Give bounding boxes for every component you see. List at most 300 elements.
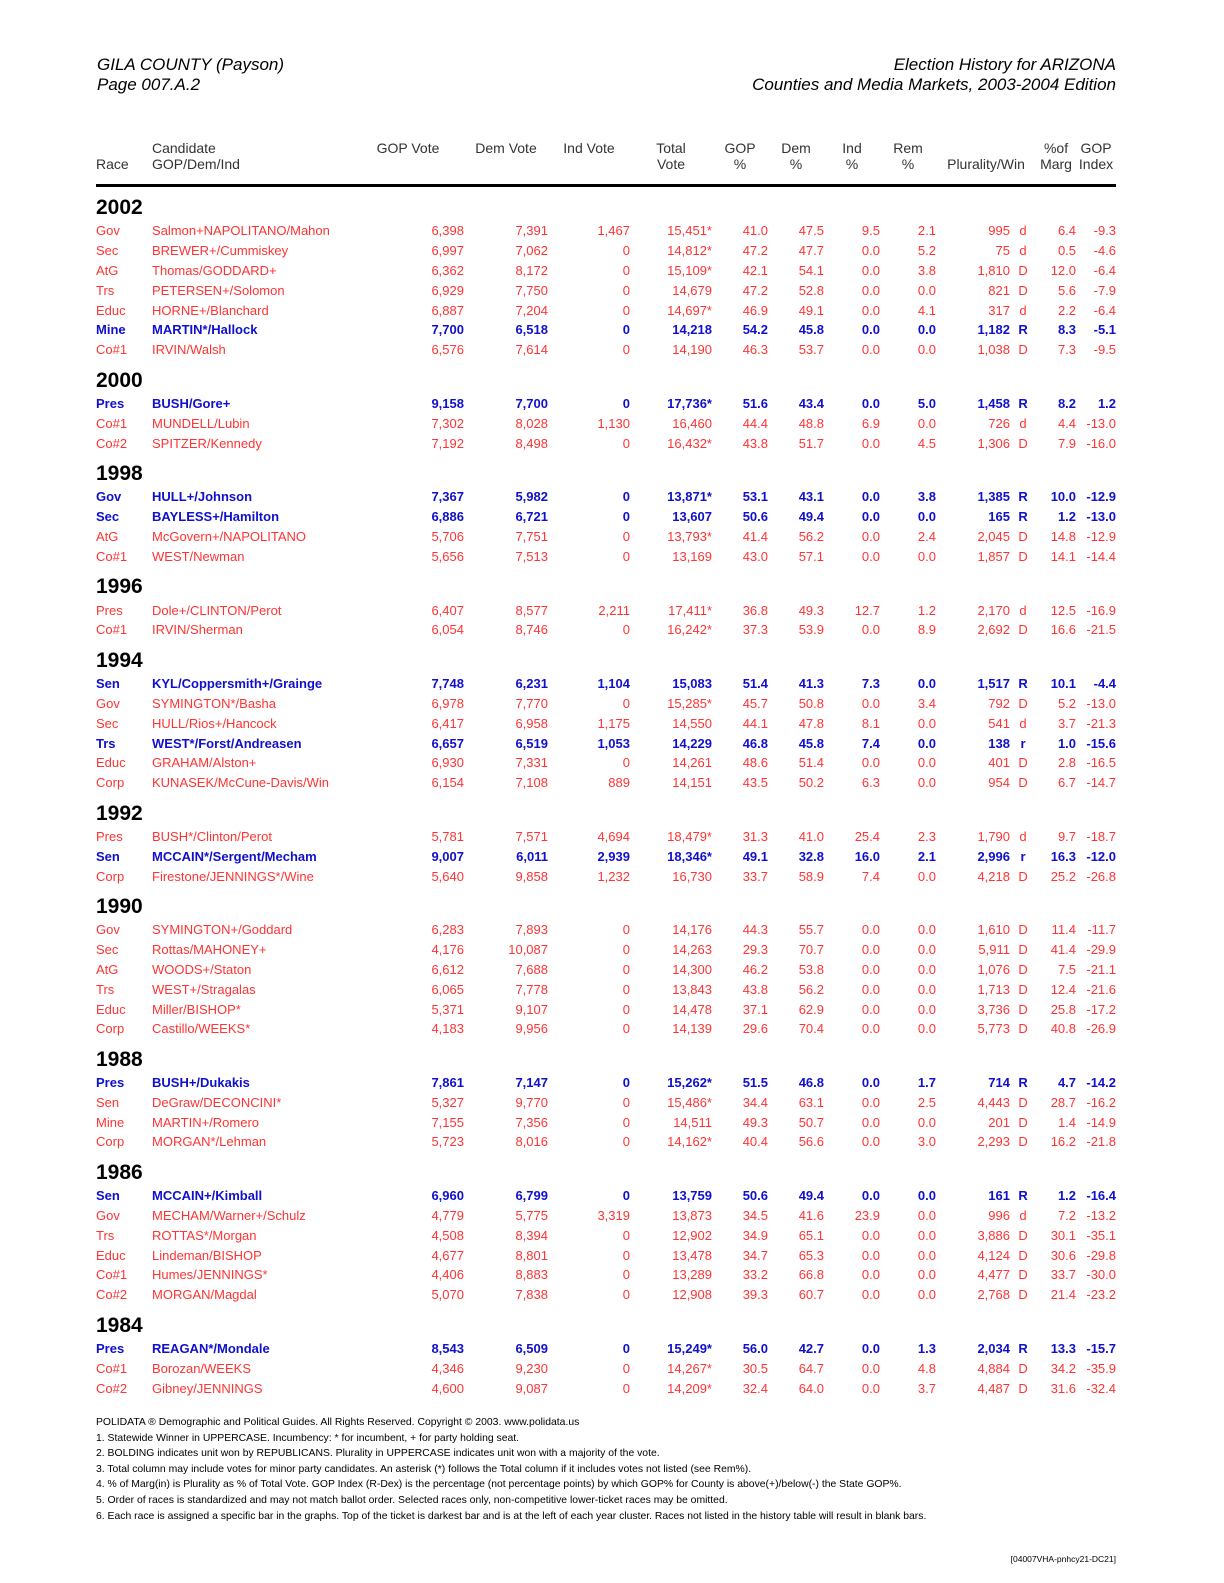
- cell-dp: 41.0: [798, 828, 824, 844]
- cell-ind: 0: [622, 1227, 630, 1243]
- cell-ind: 1,053: [597, 735, 630, 751]
- cell-dp: 48.8: [798, 415, 824, 431]
- cell-race: Pres: [96, 1075, 125, 1091]
- cell-total: 14,511: [673, 1114, 712, 1130]
- cell-wc: R: [1018, 1341, 1028, 1357]
- cell-gp: 43.8: [742, 435, 768, 451]
- cell-gp: 56.0: [742, 1341, 768, 1357]
- cell-total: 16,242*: [667, 622, 712, 638]
- cell-dp: 49.4: [798, 1188, 824, 1204]
- year-row: [96, 886, 1116, 920]
- cell-race: Co#1: [96, 548, 128, 564]
- cell-gop: 6,929: [431, 282, 464, 298]
- year-row: [96, 1305, 1116, 1339]
- cell-gp: 43.8: [742, 981, 768, 997]
- cell-marg: 25.2: [1050, 868, 1077, 884]
- cell-dp: 41.3: [798, 676, 824, 692]
- cell-race: AtG: [96, 961, 119, 977]
- cell-cand: MECHAM/Warner+/Schulz: [152, 1208, 306, 1224]
- cell-rp: 8.9: [917, 622, 936, 638]
- cell-cand: McGovern+/NAPOLITANO: [152, 528, 306, 544]
- cell-gop: 6,576: [431, 342, 464, 358]
- cell-gp: 54.2: [742, 322, 768, 338]
- cell-plur: 1,857: [977, 548, 1010, 564]
- cell-ind: 1,130: [597, 415, 630, 431]
- cell-wc: D: [1018, 1360, 1028, 1376]
- cell-cand: HULL+/Johnson: [152, 489, 253, 505]
- cell-ind: 0: [622, 528, 630, 544]
- cell-dp: 54.1: [798, 262, 824, 278]
- cell-dem: 7,571: [515, 828, 548, 844]
- cell-total: 15,285*: [667, 695, 712, 711]
- year-label: 2002: [96, 196, 143, 219]
- cell-dem: 9,858: [515, 868, 548, 884]
- cell-marg: 2.8: [1057, 755, 1077, 771]
- col-gop-pct: GOP %: [712, 140, 768, 186]
- cell-idx: -9.3: [1093, 223, 1117, 239]
- cell-dem: 7,108: [515, 775, 548, 791]
- col-dem-pct: Dem %: [768, 140, 824, 186]
- cell-total: 15,451*: [667, 223, 712, 239]
- cell-dem: 7,700: [515, 395, 548, 411]
- table-row: [96, 413, 1116, 433]
- year-row: [96, 793, 1116, 827]
- election-history-table: [96, 140, 1116, 1398]
- cell-idx: -13.0: [1086, 509, 1117, 525]
- cell-ind: 0: [622, 1021, 630, 1037]
- cell-total: 14,263: [672, 942, 712, 958]
- cell-plur: 165: [988, 509, 1010, 525]
- table-row: [96, 1073, 1116, 1093]
- cell-dp: 63.1: [798, 1094, 824, 1110]
- cell-rp: 0.0: [917, 1227, 936, 1243]
- table-row: [96, 1285, 1116, 1305]
- year-label: 1994: [96, 648, 143, 672]
- cell-ip: 0.0: [861, 243, 880, 259]
- cell-dp: 53.9: [798, 622, 824, 638]
- cell-dp: 65.3: [798, 1247, 824, 1263]
- document-title: Election History for ARIZONA: [893, 55, 1116, 74]
- cell-gop: 6,417: [431, 715, 464, 731]
- cell-cand: WOODS+/Staton: [152, 961, 252, 977]
- cell-ip: 16.0: [854, 848, 880, 864]
- cell-dem: 9,087: [515, 1380, 548, 1396]
- table-row: [96, 1093, 1116, 1113]
- cell-marg: 40.8: [1050, 1021, 1077, 1037]
- cell-plur: 1,458: [977, 395, 1010, 411]
- cell-total: 13,871*: [667, 489, 712, 505]
- cell-rp: 0.0: [917, 548, 936, 564]
- cell-dp: 56.6: [798, 1134, 824, 1150]
- table-row: [96, 300, 1116, 320]
- cell-idx: -11.7: [1087, 922, 1117, 938]
- cell-idx: -30.0: [1086, 1267, 1117, 1283]
- cell-gop: 5,781: [431, 828, 464, 844]
- cell-rp: 0.0: [917, 961, 936, 977]
- cell-wc: R: [1018, 509, 1028, 525]
- cell-gp: 53.1: [742, 489, 768, 505]
- cell-wc: R: [1018, 489, 1028, 505]
- cell-gp: 44.1: [742, 715, 768, 731]
- cell-gop: 6,154: [431, 775, 464, 791]
- cell-dp: 58.9: [798, 868, 824, 884]
- table-row: [96, 241, 1116, 261]
- cell-cand: WEST/Newman: [152, 548, 245, 564]
- cell-wc: r: [1020, 848, 1026, 864]
- cell-wc: D: [1018, 1114, 1028, 1130]
- cell-marg: 6.7: [1057, 775, 1077, 791]
- cell-cand: GRAHAM/Alston+: [152, 755, 257, 771]
- cell-gop: 7,861: [431, 1075, 464, 1091]
- cell-cand: Lindeman/BISHOP: [152, 1247, 262, 1263]
- cell-ind: 0: [622, 1075, 630, 1091]
- cell-total: 13,289: [672, 1267, 712, 1283]
- cell-dp: 62.9: [798, 1001, 824, 1017]
- cell-gop: 5,070: [431, 1287, 464, 1303]
- table-row: [96, 600, 1116, 620]
- cell-total: 14,151: [672, 775, 712, 791]
- cell-marg: 7.2: [1057, 1208, 1077, 1224]
- cell-dem: 7,770: [515, 695, 548, 711]
- cell-gp: 44.4: [742, 415, 768, 431]
- cell-idx: -29.9: [1086, 942, 1117, 958]
- cell-marg: 1.2: [1057, 1188, 1077, 1204]
- table-row: [96, 920, 1116, 940]
- cell-cand: Dole+/CLINTON/Perot: [152, 602, 282, 618]
- year-row: [96, 360, 1116, 394]
- county-title: GILA COUNTY (Payson): [97, 55, 285, 74]
- cell-plur: 2,293: [977, 1134, 1010, 1150]
- cell-ip: 0.0: [861, 342, 880, 358]
- cell-total: 15,486*: [667, 1094, 712, 1110]
- cell-dp: 49.1: [798, 302, 824, 318]
- cell-total: 17,736*: [667, 395, 712, 411]
- cell-total: 14,139: [672, 1021, 712, 1037]
- cell-gop: 6,887: [431, 302, 464, 318]
- cell-plur: 4,443: [977, 1094, 1010, 1110]
- cell-marg: 10.0: [1050, 489, 1077, 505]
- cell-ip: 0.0: [861, 755, 880, 771]
- footnote-line: 5. Order of races is standardized and may not match ballot order. Selected races only, non-competitive lower-ticket races may be omitted.: [96, 1494, 728, 1506]
- cell-ip: 0.0: [861, 1188, 880, 1204]
- cell-total: 14,176: [672, 922, 712, 938]
- cell-marg: 25.8: [1050, 1001, 1077, 1017]
- cell-gp: 30.5: [742, 1360, 768, 1376]
- cell-gp: 46.2: [742, 961, 768, 977]
- table-row: [96, 1265, 1116, 1285]
- cell-dp: 64.0: [798, 1380, 824, 1396]
- cell-wc: D: [1018, 1227, 1028, 1243]
- cell-dem: 7,778: [515, 981, 548, 997]
- cell-gp: 51.5: [742, 1075, 768, 1091]
- year-row: [96, 566, 1116, 600]
- cell-rp: 0.0: [917, 715, 936, 731]
- year-label: 1996: [96, 575, 143, 599]
- cell-wc: d: [1019, 715, 1027, 731]
- cell-wc: R: [1018, 395, 1028, 411]
- cell-gp: 49.1: [742, 848, 768, 864]
- cell-gop: 6,054: [431, 622, 464, 638]
- cell-gp: 51.4: [742, 676, 768, 692]
- cell-gp: 37.3: [742, 622, 768, 638]
- cell-plur: 954: [988, 775, 1010, 791]
- cell-ip: 0.0: [861, 1001, 880, 1017]
- cell-race: Educ: [96, 755, 126, 771]
- cell-wc: D: [1018, 755, 1028, 771]
- cell-race: Educ: [96, 1001, 126, 1017]
- cell-rp: 0.0: [917, 415, 936, 431]
- cell-idx: -16.9: [1086, 602, 1117, 618]
- cell-rp: 1.2: [917, 602, 936, 618]
- cell-plur: 1,810: [977, 262, 1010, 278]
- cell-dp: 53.7: [798, 342, 824, 358]
- cell-dem: 7,204: [515, 302, 548, 318]
- cell-ip: 0.0: [861, 922, 880, 938]
- cell-dp: 60.7: [798, 1287, 824, 1303]
- cell-idx: -14.9: [1086, 1114, 1117, 1130]
- cell-rp: 3.7: [917, 1380, 936, 1396]
- cell-ip: 0.0: [861, 1247, 880, 1263]
- cell-dp: 70.4: [798, 1021, 824, 1037]
- cell-plur: 1,610: [977, 922, 1010, 938]
- cell-race: AtG: [96, 528, 119, 544]
- cell-gp: 45.7: [742, 695, 768, 711]
- cell-dem: 9,230: [515, 1360, 548, 1376]
- cell-idx: -6.4: [1093, 262, 1117, 278]
- table-row: [96, 340, 1116, 360]
- cell-cand: MUNDELL/Lubin: [152, 415, 250, 431]
- cell-cand: DeGraw/DECONCINI*: [152, 1094, 282, 1110]
- cell-dem: 6,958: [515, 715, 548, 731]
- cell-idx: -4.4: [1093, 676, 1117, 692]
- year-label: 1984: [96, 1313, 143, 1337]
- cell-plur: 1,713: [977, 981, 1010, 997]
- cell-wc: D: [1018, 622, 1028, 638]
- cell-rp: 0.0: [917, 1247, 936, 1263]
- cell-ind: 0: [622, 322, 630, 338]
- cell-ind: 4,694: [597, 828, 630, 844]
- cell-rp: 3.4: [917, 695, 936, 711]
- cell-gp: 33.7: [742, 868, 768, 884]
- cell-ip: 0.0: [861, 489, 880, 505]
- cell-plur: 138: [988, 735, 1010, 751]
- cell-wc: D: [1018, 1094, 1028, 1110]
- table-row: [96, 674, 1116, 694]
- year-label: 1992: [96, 801, 143, 825]
- cell-ind: 0: [622, 922, 630, 938]
- cell-idx: -13.2: [1086, 1208, 1117, 1224]
- cell-total: 15,249*: [667, 1341, 712, 1357]
- table-row: [96, 487, 1116, 507]
- cell-gop: 6,930: [431, 755, 464, 771]
- year-row: [96, 186, 1116, 222]
- cell-dem: 8,801: [515, 1247, 548, 1263]
- cell-total: 13,478: [672, 1247, 712, 1263]
- cell-rp: 0.0: [917, 1001, 936, 1017]
- cell-gp: 41.0: [742, 223, 768, 239]
- table-row: [96, 320, 1116, 340]
- footnote-line: 1. Statewide Winner in UPPERCASE. Incumbency: * for incumbent, + for party holding seat.: [96, 1432, 520, 1444]
- cell-wc: D: [1018, 528, 1028, 544]
- cell-gop: 7,748: [431, 676, 464, 692]
- cell-cand: Castillo/WEEKS*: [152, 1021, 251, 1037]
- cell-dp: 49.3: [798, 602, 824, 618]
- cell-dem: 8,016: [515, 1134, 548, 1150]
- cell-total: 14,209*: [667, 1380, 712, 1396]
- cell-gop: 4,677: [431, 1247, 464, 1263]
- cell-ip: 0.0: [861, 961, 880, 977]
- cell-dp: 32.8: [798, 848, 824, 864]
- cell-dem: 7,838: [515, 1287, 548, 1303]
- table-row: [96, 940, 1116, 960]
- cell-gop: 6,657: [431, 735, 464, 751]
- cell-dem: 6,518: [515, 322, 548, 338]
- cell-rp: 0.0: [917, 922, 936, 938]
- cell-ind: 0: [622, 302, 630, 318]
- cell-ip: 0.0: [861, 322, 880, 338]
- cell-gp: 47.2: [742, 243, 768, 259]
- cell-total: 14,261: [672, 755, 712, 771]
- cell-dp: 53.8: [798, 961, 824, 977]
- cell-marg: 21.4: [1050, 1287, 1077, 1303]
- cell-dp: 49.4: [798, 509, 824, 525]
- cell-ind: 0: [622, 243, 630, 259]
- cell-plur: 541: [988, 715, 1010, 731]
- cell-total: 13,607: [672, 509, 712, 525]
- cell-ip: 0.0: [861, 1360, 880, 1376]
- cell-marg: 12.0: [1050, 262, 1077, 278]
- cell-marg: 16.6: [1050, 622, 1077, 638]
- cell-gp: 34.4: [742, 1094, 768, 1110]
- cell-gop: 6,978: [431, 695, 464, 711]
- cell-wc: d: [1019, 415, 1027, 431]
- cell-marg: 34.2: [1050, 1360, 1077, 1376]
- cell-plur: 4,218: [977, 868, 1010, 884]
- cell-ip: 0.0: [861, 1341, 880, 1357]
- cell-wc: D: [1018, 981, 1028, 997]
- footnote-line: 4. % of Marg(in) is Plurality as % of Total Vote. GOP Index (R-Dex) is the percentage (not percentage points) by which GOP% for County is above(+)/below(-) the State GOP%.: [96, 1479, 902, 1491]
- cell-dem: 6,231: [515, 676, 548, 692]
- cell-plur: 1,306: [977, 435, 1010, 451]
- cell-ip: 0.0: [861, 282, 880, 298]
- table-row: [96, 979, 1116, 999]
- cell-cand: ROTTAS*/Morgan: [152, 1227, 257, 1243]
- cell-marg: 16.2: [1050, 1134, 1077, 1150]
- cell-dp: 47.5: [798, 223, 824, 239]
- cell-idx: -6.4: [1093, 302, 1117, 318]
- cell-dp: 41.6: [798, 1208, 824, 1224]
- cell-ind: 1,467: [597, 223, 630, 239]
- cell-ind: 0: [622, 942, 630, 958]
- cell-race: Co#1: [96, 1267, 128, 1283]
- col-dem-vote: Dem Vote: [464, 140, 548, 186]
- cell-marg: 5.2: [1057, 695, 1077, 711]
- cell-marg: 0.5: [1057, 243, 1077, 259]
- cell-gop: 8,543: [431, 1341, 464, 1357]
- cell-wc: D: [1018, 695, 1028, 711]
- cell-race: AtG: [96, 262, 119, 278]
- col-candidate: Candidate GOP/Dem/Ind: [152, 140, 352, 186]
- cell-dp: 52.8: [798, 282, 824, 298]
- cell-wc: D: [1018, 1287, 1028, 1303]
- cell-cand: BREWER+/Cummiskey: [152, 243, 289, 259]
- cell-gp: 50.6: [742, 1188, 768, 1204]
- cell-rp: 0.0: [917, 868, 936, 884]
- cell-gop: 7,367: [431, 489, 464, 505]
- cell-rp: 2.1: [917, 223, 936, 239]
- cell-race: Educ: [96, 1247, 126, 1263]
- table-row: [96, 713, 1116, 733]
- table-header-row: [96, 140, 1116, 186]
- cell-ind: 0: [622, 1380, 630, 1396]
- table-row: [96, 261, 1116, 281]
- cell-race: Trs: [96, 735, 116, 751]
- cell-marg: 1.0: [1057, 735, 1077, 751]
- cell-ind: 0: [622, 1247, 630, 1263]
- cell-dem: 7,893: [515, 922, 548, 938]
- cell-gop: 5,706: [431, 528, 464, 544]
- cell-ip: 0.0: [861, 981, 880, 997]
- cell-gop: 7,155: [431, 1114, 464, 1130]
- cell-marg: 12.4: [1050, 981, 1077, 997]
- cell-ind: 0: [622, 282, 630, 298]
- table-body: [96, 186, 1116, 1399]
- cell-wc: r: [1020, 735, 1026, 751]
- cell-dp: 47.7: [798, 243, 824, 259]
- cell-total: 17,411*: [668, 602, 712, 618]
- cell-marg: 3.7: [1057, 715, 1077, 731]
- cell-idx: -35.9: [1086, 1360, 1117, 1376]
- cell-cand: MCCAIN+/Kimball: [152, 1188, 263, 1204]
- cell-gp: 34.9: [742, 1227, 768, 1243]
- cell-gop: 5,723: [431, 1134, 464, 1150]
- cell-wc: D: [1018, 942, 1028, 958]
- cell-plur: 2,692: [977, 622, 1010, 638]
- cell-marg: 7.3: [1057, 342, 1077, 358]
- cell-idx: -21.3: [1086, 715, 1117, 731]
- cell-gop: 5,656: [431, 548, 464, 564]
- cell-race: Co#2: [96, 1380, 128, 1396]
- cell-race: Trs: [96, 1227, 115, 1243]
- cell-total: 14,812*: [667, 243, 712, 259]
- cell-dem: 7,356: [515, 1114, 548, 1130]
- cell-dp: 46.8: [798, 1075, 824, 1091]
- cell-plur: 2,045: [977, 528, 1010, 544]
- table-row: [96, 1019, 1116, 1039]
- col-margin-pct: %of Marg: [1036, 140, 1076, 186]
- cell-ip: 9.5: [861, 223, 880, 239]
- cell-ind: 0: [622, 1341, 630, 1357]
- cell-ind: 0: [622, 489, 630, 505]
- page-header-right: [752, 55, 1116, 95]
- cell-ind: 0: [622, 509, 630, 525]
- cell-plur: 4,884: [977, 1360, 1010, 1376]
- table-row: [96, 960, 1116, 980]
- cell-cand: REAGAN*/Mondale: [152, 1341, 270, 1357]
- cell-wc: D: [1018, 775, 1028, 791]
- cell-ip: 7.4: [861, 735, 880, 751]
- col-rem-pct: Rem %: [880, 140, 936, 186]
- cell-wc: d: [1019, 828, 1027, 844]
- cell-dp: 57.1: [798, 548, 824, 564]
- cell-ind: 0: [622, 435, 630, 451]
- cell-total: 15,083: [672, 676, 712, 692]
- cell-race: Sen: [96, 848, 120, 864]
- cell-race: Co#1: [96, 622, 128, 638]
- cell-marg: 11.4: [1051, 922, 1077, 938]
- cell-cand: MCCAIN*/Sergent/Mecham: [152, 848, 317, 864]
- cell-race: Co#1: [96, 1360, 128, 1376]
